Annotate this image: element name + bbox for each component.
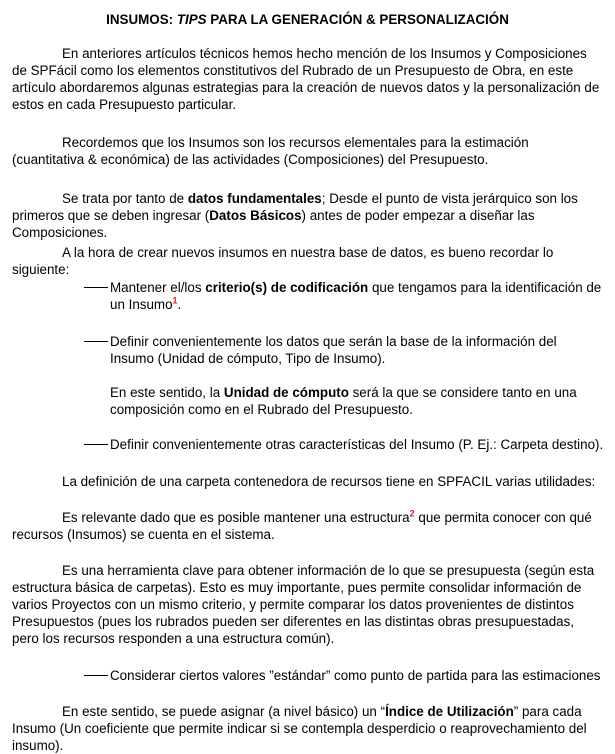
p8-bold: Índice de Utilización xyxy=(385,704,514,719)
bullet-dash-icon xyxy=(84,341,108,342)
footnote-2-link[interactable]: 2 xyxy=(409,508,415,519)
title-emphasis: TIPS xyxy=(176,12,207,27)
paragraph-herramienta: Es una herramienta clave para obtener información de lo que se presupuesta (según esta estructura básica de carpetas). Esto es muy importante, pues permite consolidar información de varios Proyectos con un mismo criterio, y permite comparar los datos provenientes de distintos Presupuestos (pues los rubrados pueden ser diferentes en las distintas obras presupuestadas, pero los recursos responden a una estructura común). xyxy=(12,563,595,646)
b1-d: . xyxy=(177,297,182,312)
paragraph-insumos-definition xyxy=(12,134,604,168)
bullet-subparagraph-unidad xyxy=(110,384,604,418)
p3-e: ) antes de poder empezar a diseñar las Composiciones. xyxy=(12,208,535,240)
p3-a: Se trata por tanto de xyxy=(62,191,188,206)
paragraph-recordar: A la hora de crear nuevos insumos en nuestra base de datos, es bueno recordar lo siguiente: xyxy=(12,245,554,277)
p6-b: que permita conocer con qué recursos (Insumos) se cuenta en el sistema. xyxy=(12,510,592,542)
bullet-valores-estandar: Considerar ciertos valores ”estándar” como punto de partida para las estimaciones xyxy=(110,668,601,683)
paragraph-estructura xyxy=(12,509,604,543)
bullet-dash-icon xyxy=(84,675,108,676)
p3-bold-datos-basicos: Datos Básicos xyxy=(209,208,302,223)
b2s-a: En este sentido, la xyxy=(110,385,224,400)
bullet-otras-caracteristicas: Definir convenientemente otras características del Insumo (P. Ej.: Carpeta destino). xyxy=(110,437,604,452)
p3-c: ; Desde el punto de vista jerárquico son los primeros que se deben ingresar ( xyxy=(12,191,578,223)
paragraph-datos-fundamentales xyxy=(12,190,604,241)
paragraph-insumos-text: Recordemos que los Insumos son los recursos elementales para la estimación (cuantitativa & económica) de las actividades (Composiciones) del Presupuesto. xyxy=(12,135,529,167)
footnote-1-link[interactable]: 1 xyxy=(172,295,178,306)
p8-c: ” para cada Insumo (Un coeficiente que permite indicar si se contempla desperdicio o reaprovechamiento del insumo). xyxy=(12,704,587,753)
p8-a: En este sentido, se puede asignar (a nivel básico) un “ xyxy=(62,704,386,719)
b2s-c: será la que se considere tanto en una composición como en el Rubrado del Presupuesto. xyxy=(110,385,577,417)
paragraph-carpeta: La definición de una carpeta contenedora de recursos tiene en SPFACIL varias utilidades: xyxy=(62,474,596,489)
bullet-dash-icon xyxy=(84,444,108,445)
p6-a: Es relevante dado que es posible mantener una estructura xyxy=(62,510,410,525)
paragraph-indice-utilizacion xyxy=(12,703,604,754)
bullet-definir-datos: Definir convenientemente los datos que serán la base de la información del Insumo (Unidad de cómputo, Tipo de Insumo). xyxy=(110,334,557,366)
title-suffix: PARA LA GENERACIÓN & PERSONALIZACIÓN xyxy=(206,12,509,27)
b1-c: que tengamos para la identificación de un Insumo xyxy=(110,280,602,312)
bullet-codificacion xyxy=(110,279,604,313)
document-title xyxy=(0,11,615,28)
b2s-bold: Unidad de cómputo xyxy=(223,385,349,400)
p3-bold-datos-fundamentales: datos fundamentales xyxy=(187,191,322,206)
b1-a: Mantener el/los xyxy=(110,280,206,295)
bullet-dash-icon xyxy=(84,287,108,288)
title-prefix: INSUMOS: xyxy=(106,12,177,27)
paragraph-intro: En anteriores artículos técnicos hemos hecho mención de los Insumos y Composiciones de SPFácil como los elementos constitutivos del Rubrado de un Presupuesto de Obra, en este artículo abordaremos algunas estrategias para la creación de nuevos datos y la personalización de estos en cada Presupuesto particular. xyxy=(12,46,600,112)
b1-bold: criterio(s) de codificación xyxy=(205,280,369,295)
